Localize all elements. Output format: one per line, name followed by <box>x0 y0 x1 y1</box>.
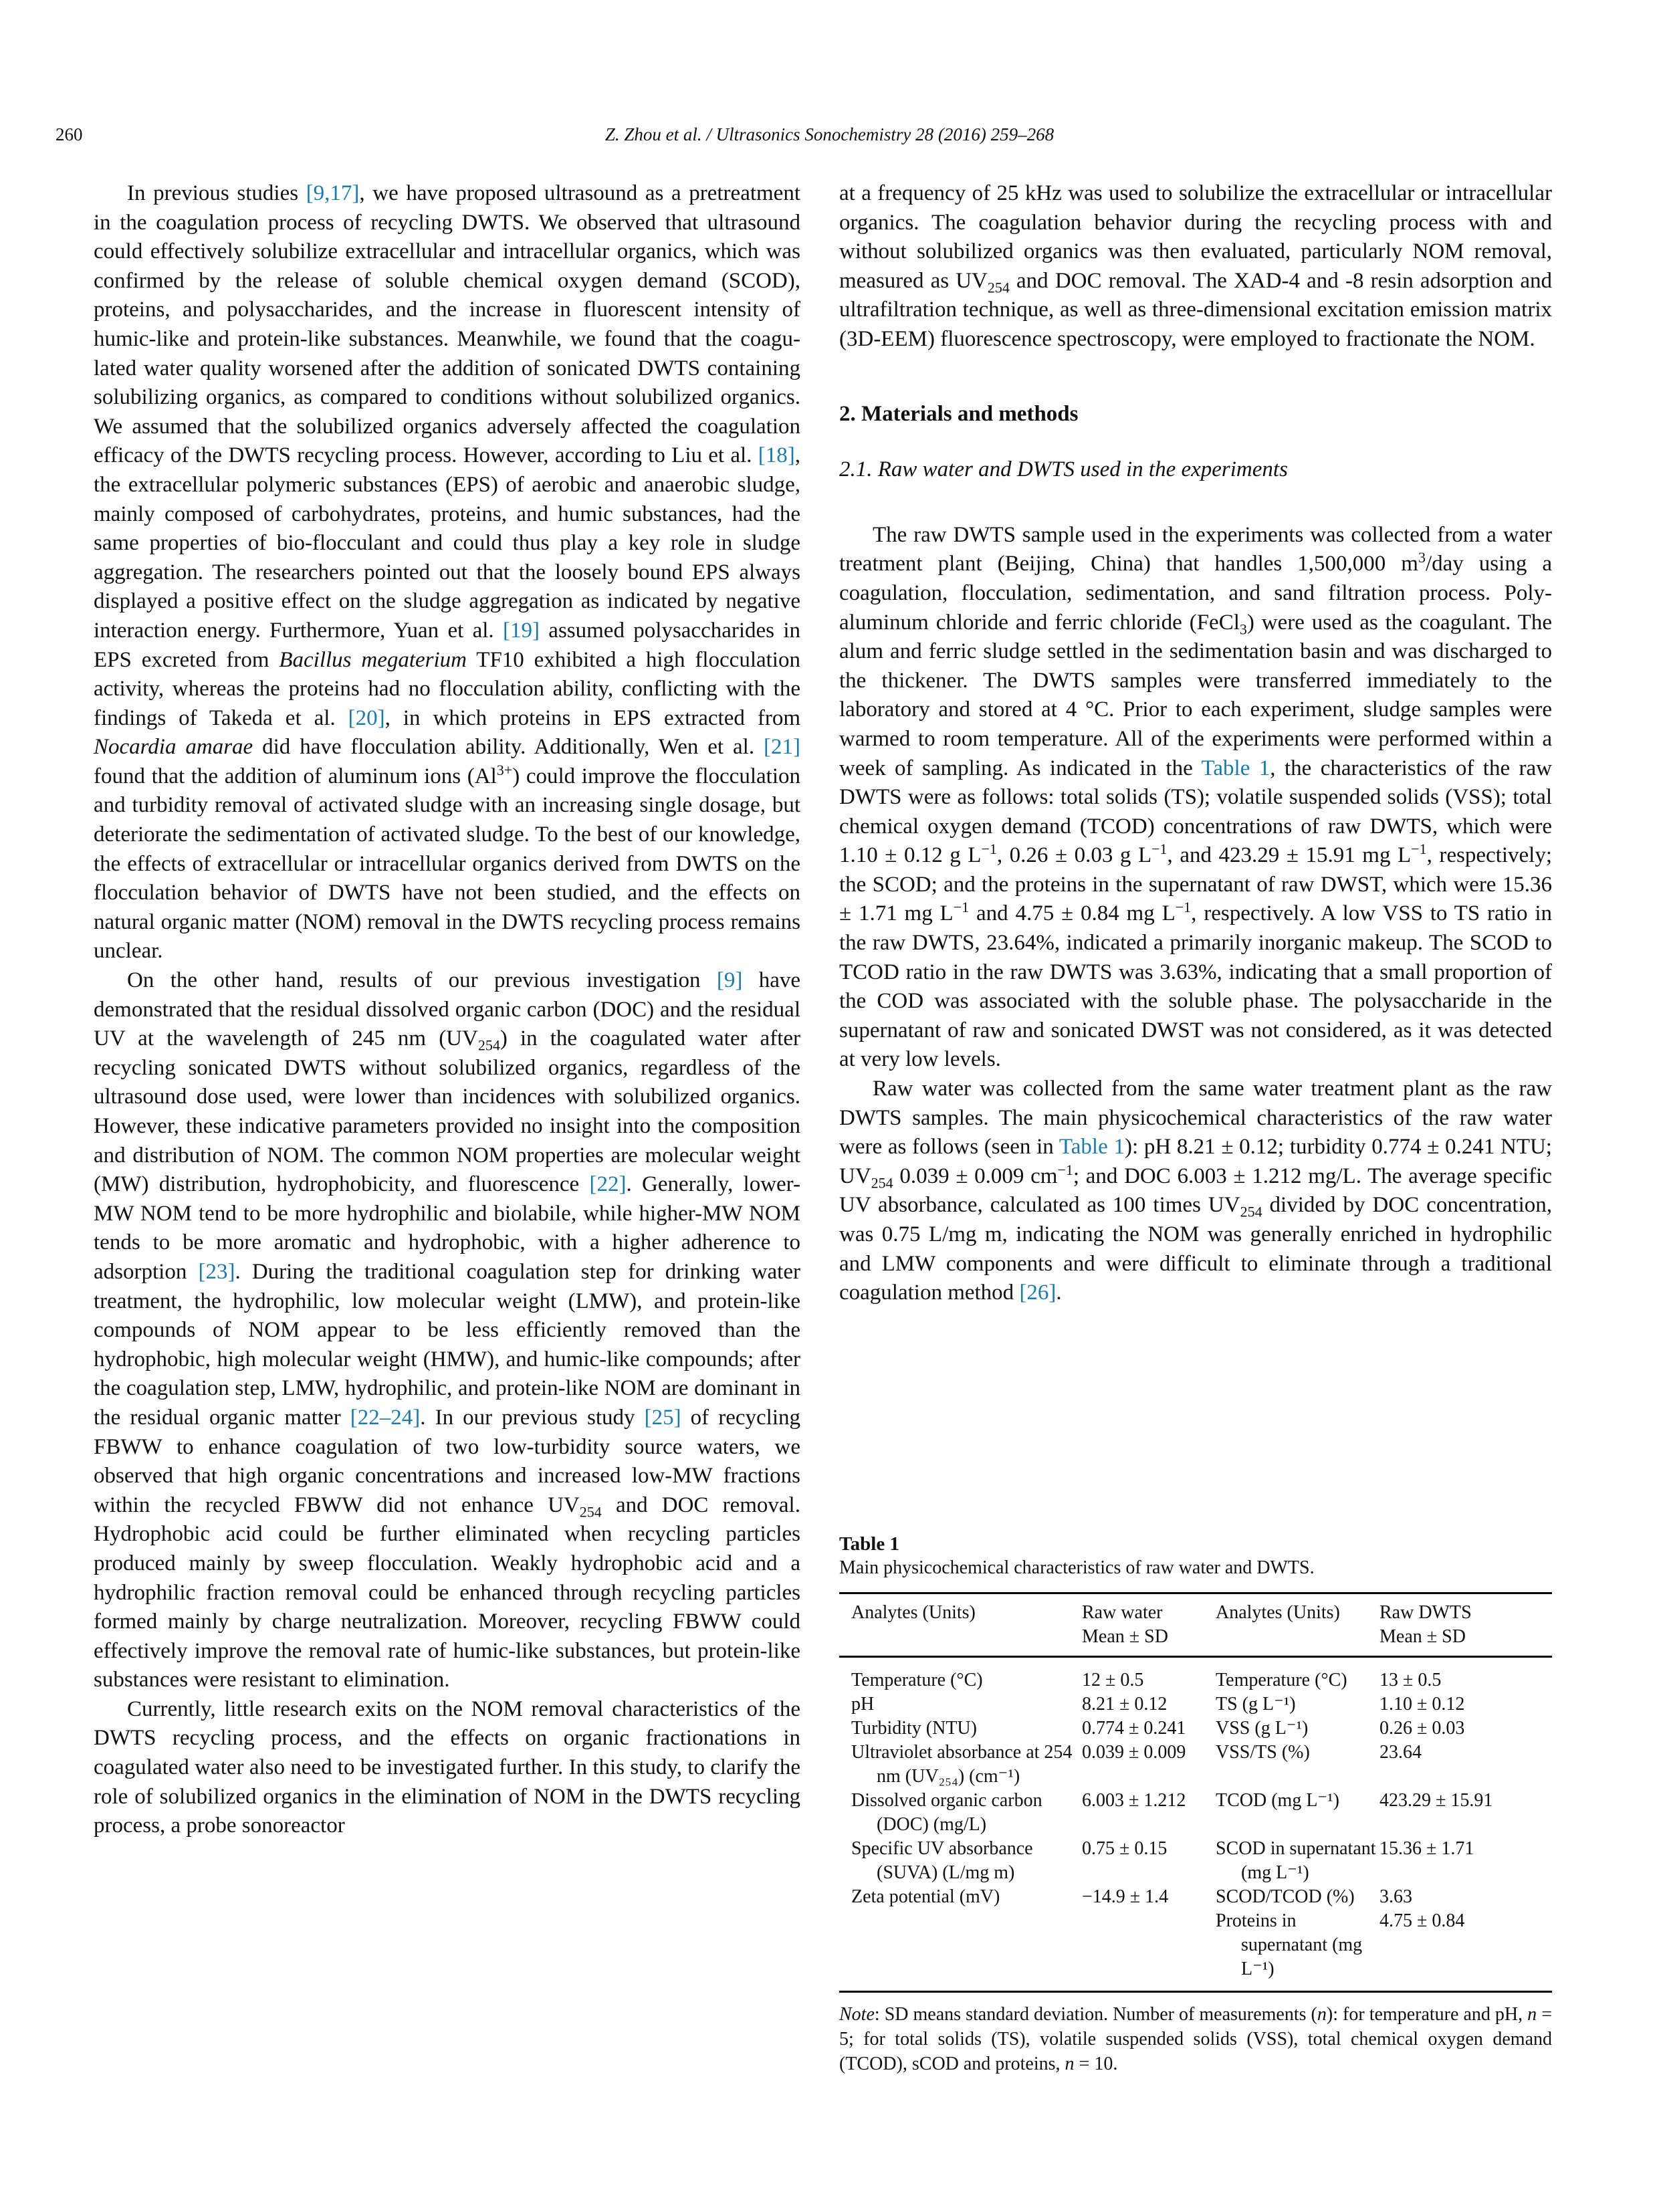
text-run: , and 423.29 ± 15.91 mg L <box>1167 843 1412 868</box>
superscript: −1 <box>981 841 997 858</box>
text-run: ) could improve the flocculation and turbidity removal of activated sludge with an increasing single dosage, but deteriorate the sedimentation of activated sludge. To the best of our knowledge, the effects of extracellular or intracellular organics derived from DWTS on the flocculation behavior of DWTS have not been studied, and the effects on natural organic matter (NOM) removal in the DWTS recycling process remains unclear. <box>94 764 800 964</box>
italic-text: n <box>1317 2004 1327 2025</box>
text-run: , respectively. A low VSS to TS ratio in the raw DWTS, 23.64%, indicated a primarily inorganic makeup. The SCOD to TCOD ratio in the raw DWTS was 3.63%, indicating that a small proportion of the COD was associated with the soluble phase. The polysaccharide in the supernatant of raw and sonicated DWST was not considered, as it was detected at very low levels. <box>839 901 1552 1072</box>
text-run: , the characteristics of the raw DWTS were as follows: total solids (TS); volatile suspended solids (VSS); total chemical oxygen demand (TCOD) concentrations of raw DWTS, which were 1.10 ± 0.12 g L <box>839 756 1552 868</box>
table-caption: Main physicochemical characteristics of raw water and DWTS. <box>839 1557 1315 1578</box>
analyte-dwts: Proteins in supernatant (mg L⁻¹) <box>1216 1910 1363 1979</box>
data-table <box>839 1592 1552 1993</box>
superscript: 3 <box>1418 549 1426 566</box>
superscript: 3+ <box>496 761 513 778</box>
superscript: −1 <box>1057 1161 1073 1178</box>
citation-link[interactable]: [22–24] <box>350 1405 421 1430</box>
section-heading: 2. Materials and methods <box>839 401 1079 426</box>
value-dwts: 15.36 ± 1.71 <box>1379 1838 1474 1859</box>
text-run: of recycling FBWW to enhance coagulation of two low-turbidity source waters, we observed that high organic concentrations and increased low-MW fractions within the recycled FBWW did not enhance UV <box>94 1405 801 1517</box>
value-dwts: 23.64 <box>1379 1742 1422 1763</box>
text-run: = 10. <box>1074 2054 1118 2074</box>
page-number: 260 <box>56 124 83 144</box>
subscript: 254 <box>871 1174 893 1192</box>
subsection-heading: 2.1. Raw water and DWTS used in the experiments <box>839 457 1288 482</box>
header-raw-water <box>1082 1593 1216 1657</box>
analyte-raw-water: Ultraviolet absorbance at 254 nm (UV₂₅₄) (cm⁻¹) <box>851 1742 1073 1787</box>
text-run: have demonstrated that the residual dissolved organic carbon (DOC) and the residual UV at the wavelength of 245 nm (UV <box>94 968 800 1051</box>
superscript: −1 <box>953 899 970 916</box>
subscript: 3 <box>1239 621 1247 638</box>
citation-link[interactable]: [23] <box>198 1259 235 1284</box>
text-run: Raw water was collected from the same water treatment plant as the raw DWTS samples. The main physicochemical characteristics of the raw water were as follows (seen in <box>839 1077 1552 1159</box>
note-text <box>839 2004 1552 2074</box>
header-raw-dwts <box>1379 1593 1552 1657</box>
text-run: , in which proteins in EPS extracted from <box>384 705 800 730</box>
header-raw-water-line2: Mean ± SD <box>1082 1626 1168 1647</box>
table-row <box>839 1717 1552 1741</box>
value-dwts: 13 ± 0.5 <box>1379 1670 1442 1690</box>
text-run: , the extracellular polymeric substances (EPS) of aerobic and anaerobic sludge, mainly composed of carbohydrates, proteins, and humic substances, had the same properties of bio-flocculant and could thus play a key role in sludge aggregation. The researchers pointed out that the loosely bound EPS always displayed a positive effect on the sludge aggregation as indicated by negative interaction energy. Furthermore, Yuan et al. <box>94 443 800 643</box>
text-run: : SD means standard deviation. Number of measurements ( <box>874 2004 1317 2025</box>
italic-text: n <box>1065 2054 1075 2074</box>
table-note <box>839 2002 1552 2076</box>
text-run: 0.039 ± 0.009 cm <box>893 1164 1058 1188</box>
analyte-raw-water: Zeta potential (mV) <box>851 1886 1000 1907</box>
value-raw-water: 0.75 ± 0.15 <box>1082 1838 1168 1859</box>
text-run: TF10 exhibited a high flocculation activity, whereas the proteins had no flocculation ability, conflicting with the findings of Takeda et al. <box>94 647 800 730</box>
value-dwts: 0.26 ± 0.03 <box>1379 1718 1465 1739</box>
text-run: assumed polysaccharides in EPS excreted from <box>94 618 801 672</box>
header-analytes: Analytes (Units) <box>851 1602 976 1623</box>
header-raw-dwts-line1: Raw DWTS <box>1379 1602 1472 1623</box>
text-run: , respectively; the SCOD; and the proteins in the supernatant of raw DWST, which were 15.36 ± 1.71 mg L <box>839 843 1552 926</box>
text-run: In previous studies <box>127 181 306 205</box>
analyte-raw-water: Dissolved organic carbon (DOC) (mg/L) <box>851 1790 1042 1835</box>
left-column <box>94 179 800 1841</box>
paragraph <box>94 1695 800 1841</box>
text-run: , 0.26 ± 0.03 g L <box>996 843 1152 868</box>
value-raw-water: 0.774 ± 0.241 <box>1082 1718 1186 1739</box>
citation-link[interactable]: [21] <box>764 735 800 760</box>
text-run: and DOC removal. The XAD-4 and -8 resin adsorption and ultrafiltration technique, as well as three-dimensional excitation emission matrix (3D-EEM) fluorescence spectroscopy, were employed to fractionate the NOM. <box>839 268 1552 351</box>
right-column <box>839 179 1552 1308</box>
analyte-dwts: SCOD in supernatant (mg L⁻¹) <box>1216 1838 1376 1883</box>
text-run: ) were used as the coagulant. The alum and ferric sludge settled in the sedimentation basin and was discharged to the thickener. The DWTS samples were transferred immediately to the laboratory and stored at 4 °C. Prior to each experiment, sludge samples were warmed to room temperature. All of the experiments were performed within a week of sampling. As indicated in the <box>839 610 1552 780</box>
text-run: at a frequency of 25 kHz was used to solubilize the extracellular or intracellular organics. The coagulation behavior during the recycling process with and without solubilized organics was then evaluated, particularly NOM removal, measured as UV <box>839 181 1552 293</box>
header-raw-water-line1: Raw water <box>1082 1602 1163 1623</box>
superscript: −1 <box>1151 841 1168 858</box>
analyte-raw-water: Specific UV absorbance (SUVA) (L/mg m) <box>851 1838 1033 1883</box>
text-run: ): pH 8.21 ± 0.12; turbidity 0.774 ± 0.241 NTU; UV <box>839 1135 1552 1188</box>
paragraph <box>94 966 800 1695</box>
citation-link[interactable]: [18] <box>758 443 795 468</box>
citation-link[interactable]: [22] <box>589 1172 627 1197</box>
value-raw-water: 6.003 ± 1.212 <box>1082 1790 1186 1811</box>
value-dwts: 4.75 ± 0.84 <box>1379 1910 1465 1931</box>
header-analytes-2: Analytes (Units) <box>1216 1602 1340 1623</box>
text-run: . During the traditional coagulation step for drinking water treatment, the hydrophilic, low molecular weight (LMW), and protein-like compounds of NOM appear to be less efficiently removed than the hydrophobic, high molecular weight (HMW), and humic-like compounds; after the coagulation step, LMW, hydrophilic, and protein-like NOM are dominant in the residual organic matter <box>94 1259 800 1430</box>
subscript: 254 <box>1240 1204 1262 1220</box>
paragraph <box>839 1075 1552 1308</box>
analyte-dwts: TCOD (mg L⁻¹) <box>1216 1790 1339 1811</box>
citation-link[interactable]: [26] <box>1019 1281 1057 1305</box>
analyte-dwts: SCOD/TCOD (%) <box>1216 1886 1355 1907</box>
text-run: did have flocculation ability. Additionally, Wen et al. <box>253 735 764 760</box>
table-label: Table 1 <box>839 1533 899 1555</box>
table-row <box>839 1692 1552 1717</box>
analyte-raw-water <box>839 1909 1082 1992</box>
value-raw-water: 0.039 ± 0.009 <box>1082 1742 1186 1763</box>
table-1 <box>839 1532 1552 2076</box>
text-run: . <box>1056 1281 1062 1305</box>
superscript: −1 <box>1175 899 1192 916</box>
value-dwts: 3.63 <box>1379 1886 1412 1907</box>
text-run: and 4.75 ± 0.84 mg L <box>969 901 1176 926</box>
paragraph <box>94 179 800 966</box>
analyte-raw-water: pH <box>851 1694 875 1715</box>
text-run: On the other hand, results of our previous investigation <box>127 968 717 993</box>
subscript: 254 <box>477 1036 500 1054</box>
text-run: Currently, little research exits on the NOM removal characteristics of the DWTS recycling process, and the effects on organic fractionations in coagulated water also need to be investigated further. In this study, to clarify the role of solubilized organics in the elimination of NOM in the DWTS recycling process, a probe sonoreactor <box>94 1696 800 1838</box>
citation-link[interactable]: [19] <box>503 618 540 643</box>
text-run: ): for temperature and pH, <box>1326 2004 1528 2025</box>
table-row <box>839 1885 1552 1909</box>
subscript: 254 <box>579 1503 602 1521</box>
value-dwts: 423.29 ± 15.91 <box>1379 1790 1493 1811</box>
analyte-dwts: VSS/TS (%) <box>1216 1742 1310 1763</box>
value-raw-water: −14.9 ± 1.4 <box>1082 1886 1169 1907</box>
value-dwts: 1.10 ± 0.12 <box>1379 1694 1465 1715</box>
table-row <box>839 1657 1552 1693</box>
analyte-dwts: Temperature (°C) <box>1216 1670 1347 1690</box>
citation-link[interactable]: [9,17] <box>306 181 360 205</box>
table-row <box>839 1789 1552 1837</box>
table-body <box>839 1657 1552 1992</box>
text-run: and DOC removal. Hydrophobic acid could be further eliminated when recycling particles produced mainly by sweep flocculation. Weakly hydrophobic acid and a hydrophilic fraction removal could be enhanced through recycling particles formed mainly by charge neutralization. Moreover, recycling FBWW could effectively improve the removal rate of humic-like substances, but protein-like substances were resistant to elimination. <box>94 1492 800 1692</box>
citation-link[interactable]: [9] <box>716 968 743 993</box>
text-run: . Generally, lower-MW NOM tend to be more hydrophilic and biolabile, while higher-MW NOM tends to be more aromatic and hydrophobic, with a higher adherence to adsorption <box>94 1172 800 1284</box>
citation-link[interactable]: Table 1 <box>1059 1135 1125 1159</box>
superscript: −1 <box>1411 841 1427 858</box>
analyte-dwts: TS (g L⁻¹) <box>1216 1694 1296 1715</box>
table-header-row <box>839 1593 1552 1657</box>
table-row <box>839 1909 1552 1992</box>
analyte-raw-water: Temperature (°C) <box>851 1670 983 1690</box>
text-run: ; and DOC 6.003 ± 1.212 mg/L. The average specific UV absorbance, calculated as 100 times UV <box>839 1164 1552 1218</box>
text-run: found that the addition of aluminum ions (Al <box>94 764 497 788</box>
italic-text: n <box>1527 2004 1537 2025</box>
header-raw-dwts-line2: Mean ± SD <box>1379 1626 1466 1647</box>
value-raw-water: 8.21 ± 0.12 <box>1082 1694 1168 1715</box>
paragraph <box>839 521 1552 1075</box>
analyte-dwts: VSS (g L⁻¹) <box>1216 1718 1309 1739</box>
note-label: Note <box>839 2004 875 2025</box>
journal-citation: Z. Zhou et al. / Ultrasonics Sonochemistry 28 (2016) 259–268 <box>604 124 1055 144</box>
text-run: /day using a coagulation, flocculation, sedimentation, and sand filtration process. Poly-aluminum chloride and ferric chloride (FeCl <box>839 552 1552 635</box>
italic-text: Nocardia amarae <box>94 735 253 760</box>
citation-link[interactable]: Table 1 <box>1201 756 1270 780</box>
text-run: The raw DWTS sample used in the experiments was collected from a water treatment plant (Beijing, China) that handles 1,500,000 m <box>839 522 1552 576</box>
running-head <box>0 124 1659 151</box>
table-row <box>839 1741 1552 1789</box>
value-raw-water <box>1082 1909 1216 1992</box>
table-row <box>839 1837 1552 1885</box>
paragraph-continuation <box>839 179 1552 354</box>
text-run: , we have proposed ultrasound as a pretreatment in the coagulation process of recycling DWTS. We observed that ultrasound could effectively solubilize extracellular and intracellular organics, which was confirmed by the release of soluble chemical oxygen demand (SCOD), proteins, and polysaccharides, and the increase in fluorescent intensity of humic-like and protein-like substances. Meanwhile, we found that the coagulated water quality worsened after the addition of sonicated DWTS containing solubilizing organics, as compared to conditions without solubilized organics. We assumed that the solubilized organics adversely affected the coagulation efficacy of the DWTS recycling process. However, according to Liu et al. <box>94 181 800 468</box>
citation-link[interactable]: [25] <box>644 1405 681 1430</box>
text-run: = 5; for total solids (TS), volatile suspended solids (VSS), total chemical oxygen demand (TCOD), sCOD and proteins, <box>839 2004 1552 2074</box>
value-raw-water: 12 ± 0.5 <box>1082 1670 1144 1690</box>
text-run: ) in the coagulated water after recycling sonicated DWTS without solubilized organics, regardless of the ultrasound dose used, were lower than incidences with solubilized organics. However, these indicative parameters provided no insight into the composition and distribution of NOM. The common NOM properties are molecular weight (MW) distribution, hydrophobicity, and fluorescence <box>94 1026 801 1197</box>
text-run: . In our previous study <box>420 1405 645 1430</box>
subscript: 254 <box>987 279 1010 296</box>
italic-text: Bacillus megaterium <box>279 647 467 672</box>
citation-link[interactable]: [20] <box>348 705 385 730</box>
text-run: divided by DOC concentration, was 0.75 L/mg m, indicating the NOM was generally enriched in hydrophilic and LMW components and were difficult to eliminate through a traditional coagulation method <box>839 1193 1553 1305</box>
analyte-raw-water: Turbidity (NTU) <box>851 1718 977 1739</box>
